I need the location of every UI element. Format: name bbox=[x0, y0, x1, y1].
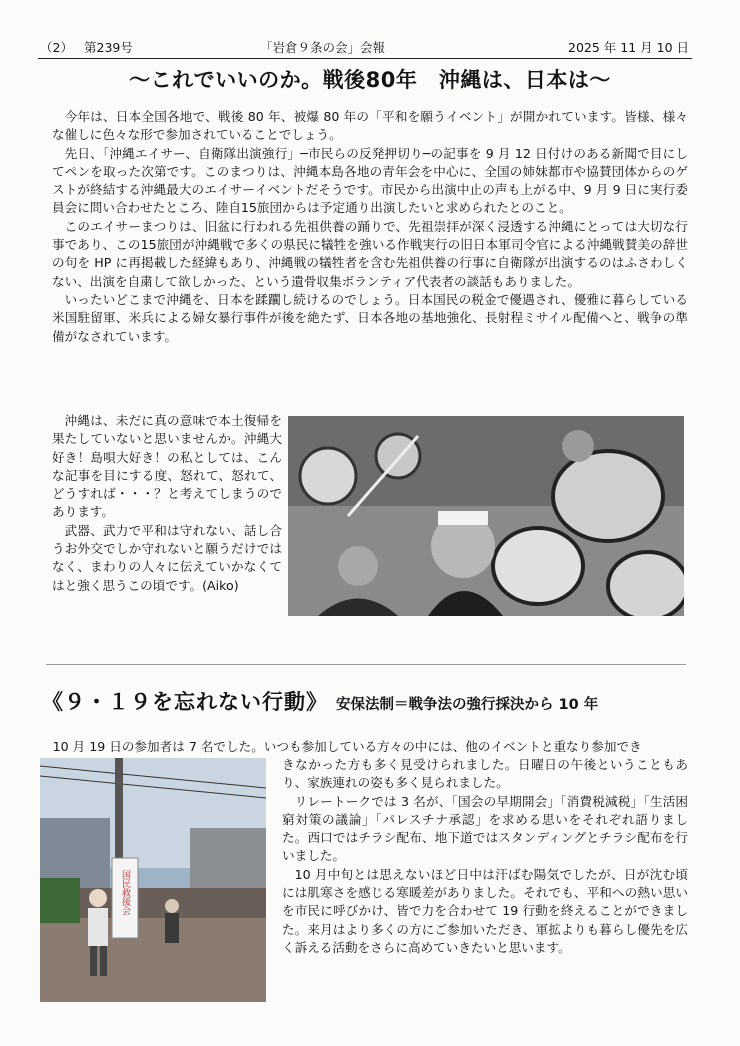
newsletter-name: 「岩倉９条の会」会報 bbox=[260, 40, 386, 55]
article1-body-side bbox=[52, 412, 282, 595]
page-number: （2） bbox=[40, 40, 73, 55]
article1-title: ～これでいいのか。戦後80年 沖縄は、日本は～ bbox=[129, 68, 611, 92]
issue-number: 第239号 bbox=[84, 40, 133, 55]
article1-body-top bbox=[52, 108, 688, 346]
street-photo bbox=[40, 758, 266, 1002]
header-divider bbox=[38, 58, 692, 59]
article1-paragraph-5: 沖縄は、未だに真の意味で本土復帰を果たしていないと思いませんか。沖縄大好き！島唄大好き！の私としては、こんな記事を目にする度、怒れて、怒れて、どうすれば・・・？と考えてしまうのであります。 bbox=[52, 413, 282, 520]
article1-paragraph-4: いったいどこまで沖縄を、日本を蹂躙し続けるのでしょう。日本国民の税金で優遇され、優雅に暮らしている米国駐留軍、米兵による婦女暴行事件が後を絶たず、日本各地の基地強化、長射程ミサイル配備へと、戦争の準備がなされています。 bbox=[52, 291, 688, 344]
article2-title: 《９・１９を忘れない行動》 bbox=[42, 690, 328, 714]
banner-text: 国民救援会 bbox=[120, 870, 130, 915]
article2-paragraph-3: 10 月中旬とは思えないほど日中は汗ばむ陽気でしたが、日が沈む頃には肌寒さを感じる寒暖差がありました。それでも、平和への熱い思いを市民に呼びかけ、皆で力を合わせて 19 行動を終えることができました。来月はより多くの方にご参加いただき、軍拡よりも暮らし優先を広く訴える活動をさらに高めていきたいと思います。 bbox=[282, 866, 688, 955]
page-header bbox=[40, 38, 690, 56]
eisa-drummers-icon bbox=[288, 416, 684, 616]
article1-paragraph-6: 武器、武力で平和は守れない、話し合うお外交でしか守れないと願うだけではなく、まわりの人々に伝えていかなくてはと強く思うこの頃です。(Aiko) bbox=[52, 522, 282, 593]
article2-first-line bbox=[40, 738, 688, 756]
article1-paragraph-1: 今年は、日本全国各地で、戦後 80 年、被爆 80 年の「平和を願うイベント」が開かれています。皆様、様々な催しに色々な形で参加されていることでしょう。 bbox=[52, 109, 688, 143]
issue-date: 2025 年 11 月 10 日 bbox=[568, 40, 689, 55]
article2-subtitle: 安保法制＝戦争法の強行採決から 10 年 bbox=[336, 697, 599, 713]
article1-paragraph-2: 先日、「沖縄エイサー、自衛隊出演強行」─市民らの反発押切り─の記事を 9 月 12 日付けのある新聞で目にしてペンを取った次第です。このまつりは、沖縄本島各地の青年会を中心に、全国の姉妹都市や協賛団体からのゲストが終結する沖縄最大のエイサーイベントだそうです。市民から出演中止の声も上がる中、9 月 9 日に実行委員会に問い合わせたところ、陸自15旅団からは予定通り出演したいと求められたとのこと。 bbox=[52, 145, 688, 216]
article2-paragraph-1b: きなかった方も多く見受けられました。日曜日の午後ということもあり、家族連れの姿も多く見られました。 bbox=[282, 757, 688, 791]
article2-heading bbox=[42, 686, 598, 716]
street-action-icon bbox=[40, 758, 266, 1002]
article2-body bbox=[282, 756, 688, 957]
article1-paragraph-3: このエイサーまつりは、旧盆に行われる先祖供養の踊りで、先祖崇拝が深く浸透する沖縄にとっては大切な行事であり、この15旅団が沖縄戦で多くの県民に犠牲を強いる作戦実行の旧日本軍司令官による沖縄戦賛美の辞世の句を HP に再掲載した経緯もあり、沖縄戦の犠牲者を含む先祖供養の行事に自衛隊が出演するのはふさわしくない、出演を自粛して欲しかった、という遺骨収集ボランティア代表者の談話もありました。 bbox=[52, 218, 688, 289]
article2-paragraph-1a: 10 月 19 日の参加者は 7 名でした。いつも参加している方々の中には、他のイベントと重なり参加でき bbox=[52, 739, 642, 754]
section-divider bbox=[46, 664, 686, 665]
eisa-photo bbox=[288, 416, 684, 616]
article2-paragraph-2: リレートークでは 3 名が、「国会の早期開会」「消費税減税」「生活困窮対策の議論」「パレスチナ承認」を求める思いをそれぞれ語りました。西口ではチラシ配布、地下道ではスタンディングとチラシ配布を行いました。 bbox=[282, 793, 688, 864]
